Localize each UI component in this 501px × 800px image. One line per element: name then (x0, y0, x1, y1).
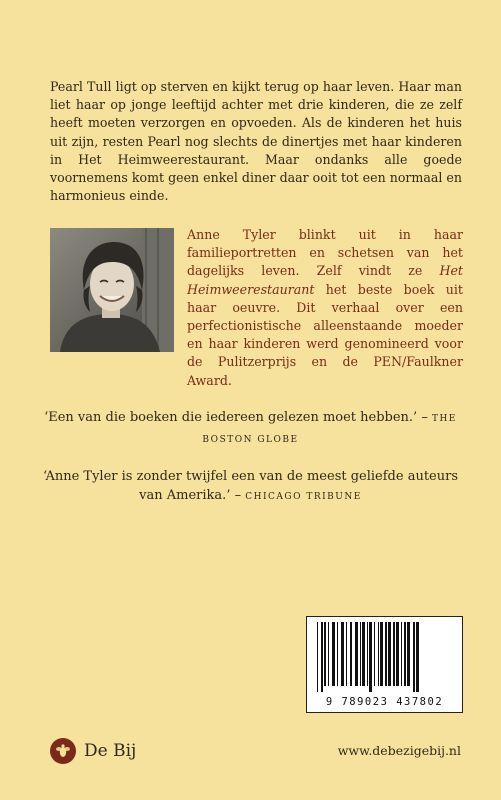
barcode-bar (341, 622, 344, 686)
barcode-bar (393, 622, 395, 686)
barcode-bar (317, 622, 318, 692)
barcode-bar (416, 622, 419, 692)
isbn-barcode (306, 616, 463, 713)
barcode-bar (321, 622, 323, 692)
author-bio-text-2: het beste boek uit haar oeuvre. Dit verhaal over een perfectionistische alleenstaande moeder en haar kinderen werd genomineerd voor de Pulitzerprijs en de PEN/Faulkner Award. (187, 281, 463, 388)
barcode-bar (360, 622, 361, 686)
barcode-bar (374, 622, 375, 686)
barcode-bar (332, 622, 335, 686)
barcode-bar (337, 622, 338, 686)
barcode-bars (311, 622, 458, 692)
book-title: Het Heimweerestaurant (187, 263, 463, 297)
publisher-name: De Bij (84, 741, 137, 761)
barcode-bar (380, 622, 383, 686)
barcode-bar (324, 622, 326, 686)
quote-source: CHICAGO TRIBUNE (245, 492, 362, 502)
barcode-bar (388, 622, 391, 686)
barcode-bar (404, 622, 406, 686)
barcode-bar (346, 622, 347, 686)
author-bio (187, 226, 463, 390)
publisher-website: www.debezigebij.nl (337, 743, 461, 758)
barcode-bar (401, 622, 402, 686)
author-bio-text-1: Anne Tyler blinkt uit in haar familieportretten en schetsen van het dagelijks leven. Zelf vindt ze (187, 227, 463, 279)
quote-source: THE BOSTON GLOBE (202, 414, 457, 445)
barcode-bar (355, 622, 358, 686)
barcode-bar (407, 622, 410, 686)
review-quote (40, 467, 461, 507)
quote-text: ‘Anne Tyler is zonder twijfel een van de meest geliefde auteurs van Amerika.’ – (43, 469, 458, 503)
barcode-bar (367, 622, 368, 686)
barcode-digits: 9 789023 437802 (325, 696, 444, 708)
synopsis-paragraph: Pearl Tull ligt op sterven en kijkt terug op haar leven. Haar man liet haar op jonge leeftijd achter met drie kinderen, die ze zelf heeft moeten verzorgen en opvoeden. Als de kinderen het huis uit zijn, resten Pearl nog slechts de dinertjes met haar kinderen in Het Heimweerestaurant. Maar ondanks alle goede voornemens komt geen enkel diner daar ooit tot een normaal en harmonieus einde. (50, 79, 462, 204)
bee-icon (50, 738, 76, 764)
author-photo (50, 228, 174, 352)
barcode-bar (396, 622, 399, 686)
quote-text: ‘Een van die boeken die iedereen gelezen moet hebben.’ – (44, 410, 432, 425)
barcode-bar (362, 622, 365, 686)
barcode-bar (385, 622, 387, 686)
barcode-bar (369, 622, 372, 692)
review-quote (40, 408, 461, 450)
publisher-logo (50, 738, 136, 764)
barcode-bar (328, 622, 329, 686)
barcode-bar (350, 622, 352, 686)
barcode-bar (413, 622, 415, 692)
barcode-bar (378, 622, 379, 686)
